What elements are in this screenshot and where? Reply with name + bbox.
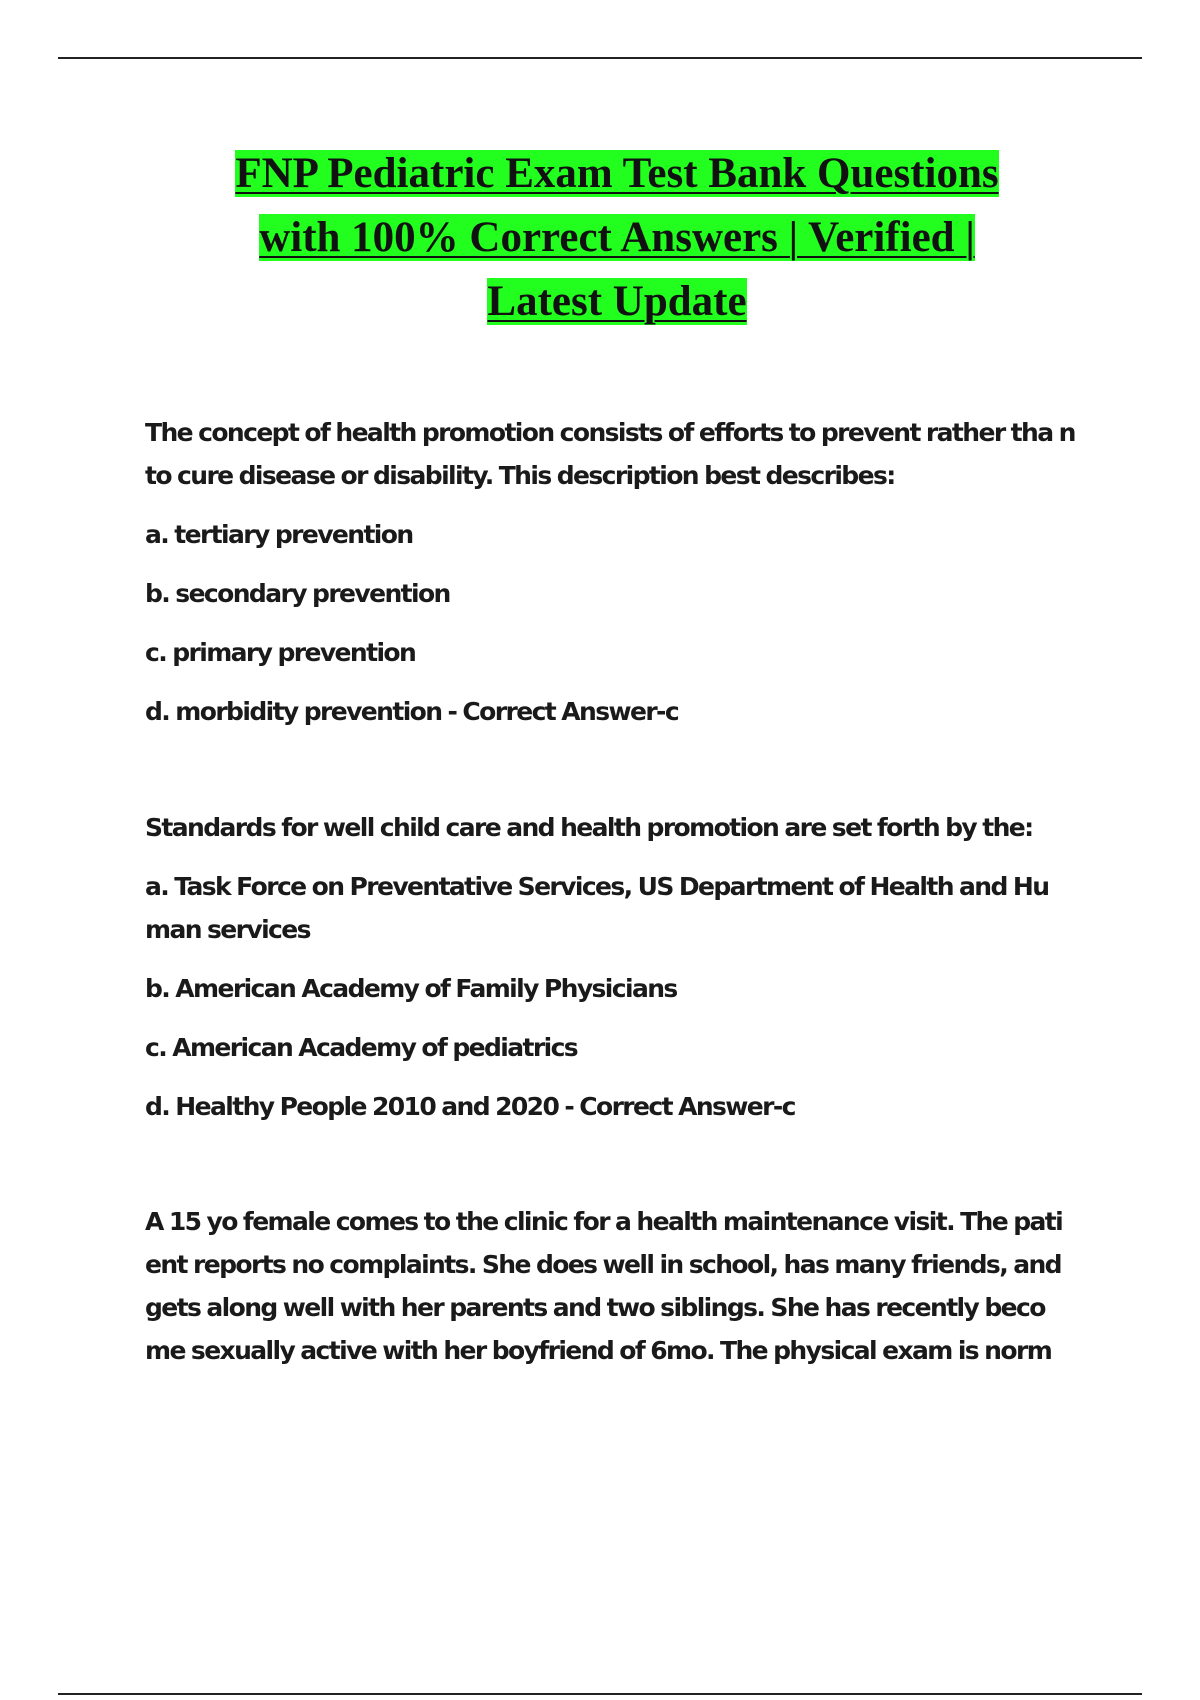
answer-option: b. secondary prevention: [145, 579, 450, 608]
answer-option: d. Healthy People 2010 and 2020 - Correct Answer-c: [145, 1092, 795, 1121]
answer-option: d. morbidity prevention - Correct Answer-c: [145, 697, 679, 726]
answer-option: c. primary prevention: [145, 638, 416, 667]
title-line-2: with 100% Correct Answers | Verified |: [259, 214, 975, 261]
answer-option: a. tertiary prevention: [145, 520, 413, 549]
title-line-1: FNP Pediatric Exam Test Bank Questions: [235, 150, 999, 197]
question-text: A 15 yo female comes to the clinic for a health maintenance visit. The pati ent reports no complaints. She does well in school, has many friends, and gets along well with her parents and two siblings. She has recently beco me sexually active with her boyfriend of 6mo. The physical exam is norm: [145, 1207, 1063, 1365]
answer-option: b. American Academy of Family Physicians: [145, 974, 677, 1003]
question-2: [145, 806, 1090, 1144]
question-3: [145, 1200, 1090, 1388]
document-title: [120, 142, 1114, 334]
answer-option: a. Task Force on Preventative Services, US Department of Health and Hu man services: [145, 872, 1049, 944]
question-1: [145, 411, 1090, 749]
title-line-3: Latest Update: [487, 278, 747, 325]
answer-option: c. American Academy of pediatrics: [145, 1033, 578, 1062]
question-text: The concept of health promotion consists of efforts to prevent rather tha n to cure disease or disability. This description best describes:: [145, 418, 1075, 490]
bottom-rule: [58, 1693, 1142, 1695]
top-rule: [58, 57, 1142, 59]
question-text: Standards for well child care and health promotion are set forth by the:: [145, 813, 1033, 842]
